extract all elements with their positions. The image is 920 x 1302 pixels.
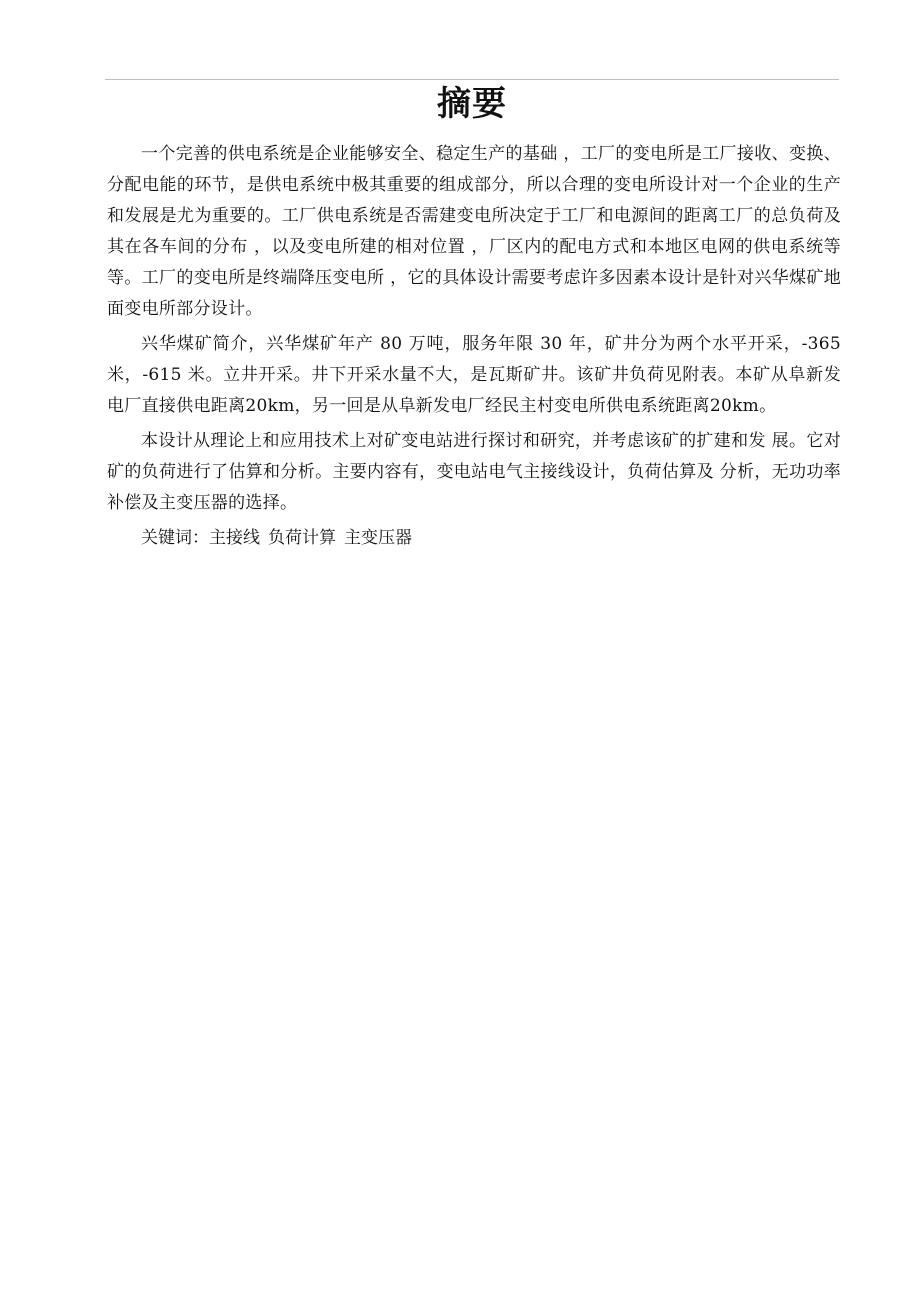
abstract-paragraph-3: 本设计从理论上和应用技术上对矿变电站进行探讨和研究，并考虑该矿的扩建和发 展。它对矿的负荷进行了估算和分析。主要内容有，变电站电气主接线设计，负荷估算及 分析，无功功率补偿及主变压器的选择。: [107, 431, 841, 513]
keywords-line: [107, 523, 841, 554]
abstract-paragraph-2: 兴华煤矿简介，兴华煤矿年产 80 万吨，服务年限 30 年，矿井分为两个水平开采，-365米，-615 米。立井开采。井下开采水量不大，是瓦斯矿井。该矿井负荷见附表。本矿从阜新发电厂直接供电距离20km，另一回是从阜新发电厂经民主村变电所供电系统距离20km。: [107, 334, 841, 416]
page-title: 摘要: [437, 84, 507, 124]
keyword-item: 主接线: [209, 528, 260, 548]
keywords-label: 关键词：: [141, 528, 209, 548]
abstract-paragraph-1: 一个完善的供电系统是企业能够安全、稳定生产的基础 ，工厂的变电所是工厂接收、变换、分配电能的环节，是供电系统中极其重要的组成部分，所以合理的变电所设计对一个企业的生产和发展是尤为重要的。工厂供电系统是否需建变电所决定于工厂和电源间的距离工厂的总负荷及其在各车间的分布 ，以及变电所建的相对位置 ，厂区内的配电方式和本地区电网的供电系统等等。工厂的变电所是终端降压变电所 ，它的具体设计需要考虑许多因素本设计是针对兴华煤矿地面变电所部分设计。: [107, 144, 841, 319]
abstract-body: [107, 139, 841, 554]
keyword-item: 主变压器: [344, 528, 412, 548]
header-rule: [105, 79, 839, 80]
keyword-item: 负荷计算: [268, 528, 336, 548]
